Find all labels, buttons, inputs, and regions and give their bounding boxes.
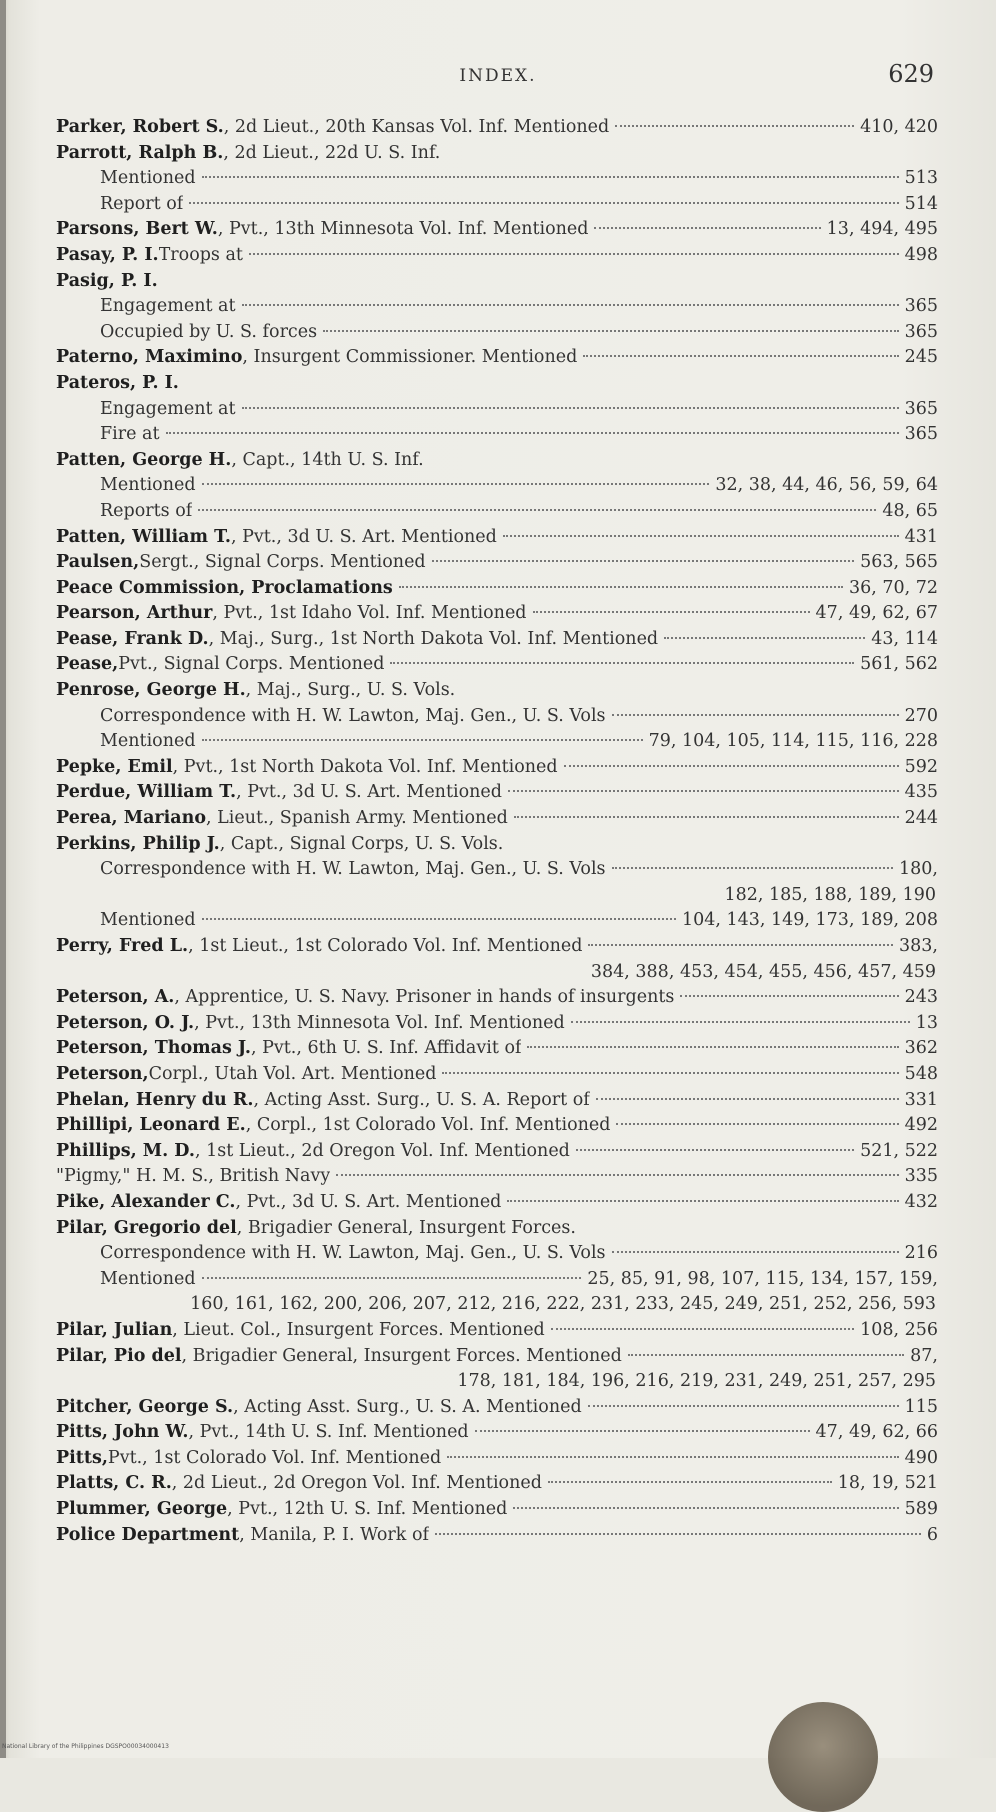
index-entry	[56, 576, 938, 602]
entry-line	[56, 652, 938, 678]
entry-name: Pitts, John W.	[56, 1422, 189, 1443]
entry-description: , Lieut., Spanish Army. Mentioned	[206, 808, 508, 829]
index-entry	[56, 678, 938, 704]
entry-line	[56, 780, 938, 806]
index-entry	[56, 499, 938, 525]
subentry-text: Correspondence with H. W. Lawton, Maj. Gen., U. S. Vols	[100, 859, 606, 880]
dot-leader	[513, 1507, 898, 1509]
entry-description: , Brigadier General, Insurgent Forces.	[236, 1217, 576, 1238]
continuation-line	[56, 1369, 938, 1395]
page-references: 490	[904, 1447, 938, 1468]
index-entry	[56, 166, 938, 192]
index-entry	[56, 1088, 938, 1114]
page-references: 492	[904, 1115, 938, 1136]
page-references: 47, 49, 62, 67	[815, 603, 938, 624]
subentry-text: Mentioned	[100, 475, 196, 496]
page-references: 25, 85, 91, 98, 107, 115, 134, 157, 159,	[587, 1268, 938, 1289]
entry-name: Pasay, P. I.	[56, 244, 159, 265]
index-entry	[56, 934, 938, 985]
dot-leader	[202, 918, 676, 920]
index-entry	[56, 908, 938, 934]
page-header	[0, 60, 996, 100]
running-head: INDEX.	[459, 66, 537, 86]
entry-line	[56, 550, 938, 576]
page-references: 362	[904, 1038, 938, 1059]
dot-leader	[548, 1481, 832, 1483]
subentry-line	[56, 729, 938, 755]
entry-line	[56, 1523, 938, 1549]
page-references: 561, 562	[860, 654, 938, 675]
entry-line	[56, 755, 938, 781]
dot-leader	[680, 995, 898, 997]
index-entry	[56, 1267, 938, 1318]
page-references: 36, 70, 72	[848, 577, 938, 598]
dot-leader	[202, 483, 710, 485]
dot-leader	[612, 867, 893, 869]
dot-leader	[533, 611, 810, 613]
index-entry	[56, 704, 938, 730]
index-entry	[56, 550, 938, 576]
entry-description: , Acting Asst. Surg., U. S. A. Mentioned	[233, 1396, 582, 1417]
entry-name: Pease, Frank D.	[56, 628, 209, 649]
entry-line	[56, 1139, 938, 1165]
entry-name: Peterson, Thomas J.	[56, 1038, 251, 1059]
page-references: 513	[904, 168, 938, 189]
dot-leader	[242, 304, 899, 306]
subentry-line	[56, 908, 938, 934]
entry-name: Pilar, Julian	[56, 1319, 173, 1340]
subentry-text: Occupied by U. S. forces	[100, 321, 318, 342]
index-entry	[56, 448, 938, 474]
entry-description: , Pvt., 3d U. S. Art. Mentioned	[235, 1191, 502, 1212]
entry-name: Pearson, Arthur	[56, 603, 213, 624]
subentry-line	[56, 1241, 938, 1267]
entry-name: Pasig, P. I.	[56, 270, 158, 291]
subentry-line	[56, 397, 938, 423]
entry-description: , 1st Lieut., 1st Colorado Vol. Inf. Mentioned	[188, 936, 583, 956]
entry-line	[56, 1395, 938, 1421]
dot-leader	[508, 790, 899, 792]
dot-leader	[202, 739, 643, 741]
subentry-line	[56, 192, 938, 218]
page-references: 335	[904, 1166, 938, 1187]
page-references: 589	[904, 1499, 938, 1520]
entry-line	[56, 115, 938, 141]
dot-leader	[189, 202, 898, 204]
index-entry	[56, 269, 938, 295]
entry-name: Perea, Mariano	[56, 808, 207, 829]
entry-line	[56, 1446, 938, 1472]
entry-name: Peterson,	[56, 1063, 149, 1084]
subentry-line	[56, 294, 938, 320]
entry-line	[56, 371, 938, 397]
index-entry	[56, 473, 938, 499]
dot-leader	[390, 662, 854, 664]
entry-description: , Capt., 14th U. S. Inf.	[231, 449, 424, 470]
entry-line	[56, 1164, 938, 1190]
page-references: 270	[904, 705, 938, 726]
page-references-continued: 384, 388, 453, 454, 455, 456, 457, 459	[590, 961, 936, 982]
page-references-continued: 178, 181, 184, 196, 216, 219, 231, 249, 251, 257, 295	[457, 1371, 936, 1392]
entry-description: , Insurgent Commissioner. Mentioned	[242, 347, 578, 368]
subentry-text: Fire at	[100, 424, 160, 445]
dot-leader	[336, 1174, 898, 1176]
entry-line	[56, 1318, 938, 1344]
subentry-line	[56, 422, 938, 448]
entry-line	[56, 1088, 938, 1114]
entry-line	[56, 985, 938, 1011]
entry-name: Penrose, George H.	[56, 680, 246, 701]
dot-leader	[475, 1430, 810, 1432]
entry-description: , Corpl., 1st Colorado Vol. Inf. Mentioned	[245, 1115, 611, 1136]
index-entry	[56, 1241, 938, 1267]
page-references: 521, 522	[860, 1140, 938, 1161]
entry-line	[56, 345, 938, 371]
entry-description: Pvt., 1st Colorado Vol. Inf. Mentioned	[107, 1447, 442, 1468]
dot-leader	[564, 765, 899, 767]
index-entry	[56, 320, 938, 346]
page-references: 79, 104, 105, 114, 115, 116, 228	[648, 731, 938, 752]
entry-line	[56, 1036, 938, 1062]
dot-leader	[612, 714, 899, 716]
entry-description: Sergt., Signal Corps. Mentioned	[139, 552, 426, 573]
entry-description: "Pigmy," H. M. S., British Navy	[56, 1166, 331, 1187]
entry-line	[56, 1190, 938, 1216]
page-references: 431	[904, 526, 938, 547]
continuation-line	[56, 883, 938, 909]
dot-leader	[588, 1405, 899, 1407]
continuation-line	[56, 1292, 938, 1318]
entry-name: Pitcher, George S.	[56, 1396, 234, 1417]
entry-name: Plummer, George	[56, 1499, 228, 1520]
dot-leader	[503, 535, 899, 537]
page-references: 410, 420	[860, 117, 938, 137]
subentry-text: Engagement at	[100, 398, 236, 419]
thumb-shadow	[768, 1702, 878, 1812]
page-number: 629	[888, 60, 934, 88]
dot-leader	[242, 407, 899, 409]
subentry-line	[56, 320, 938, 346]
entry-name: Parsons, Bert W.	[56, 219, 218, 240]
entry-description: , Brigadier General, Insurgent Forces. Mentioned	[181, 1345, 622, 1366]
page-references: 514	[904, 193, 938, 214]
subentry-text: Mentioned	[100, 731, 196, 752]
index-entry	[56, 115, 938, 141]
entry-description: , Pvt., 3d U. S. Art. Mentioned	[236, 782, 502, 803]
entry-description: , 2d Lieut., 20th Kansas Vol. Inf. Mentioned	[223, 117, 610, 137]
subentry-text: Report of	[100, 193, 184, 214]
index-entry	[56, 1190, 938, 1216]
page-references: 104, 143, 149, 173, 189, 208	[681, 910, 938, 931]
index-entry	[56, 1036, 938, 1062]
subentry-line	[56, 1267, 938, 1293]
index-entry	[56, 652, 938, 678]
entry-line	[56, 934, 938, 960]
entry-line	[56, 1344, 938, 1370]
page-references: 6	[926, 1524, 938, 1545]
page-references: 331	[904, 1089, 938, 1110]
page-references: 13	[915, 1012, 938, 1033]
entry-name: Pitts,	[56, 1447, 108, 1468]
entry-name: Paterno, Maximino	[56, 347, 243, 368]
index-entry	[56, 1164, 938, 1190]
entry-description: , Pvt., 12th U. S. Inf. Mentioned	[227, 1499, 508, 1520]
dot-leader	[202, 176, 899, 178]
subentry-line	[56, 499, 938, 525]
entry-description: , Lieut. Col., Insurgent Forces. Mentioned	[172, 1319, 545, 1340]
entry-line	[56, 1062, 938, 1088]
index-entry	[56, 806, 938, 832]
entry-line	[56, 678, 938, 704]
index-entry	[56, 397, 938, 423]
entry-name: Pilar, Gregorio del	[56, 1217, 237, 1238]
subentry-text: Correspondence with H. W. Lawton, Maj. Gen., U. S. Vols	[100, 705, 606, 726]
entry-description: Pvt., Signal Corps. Mentioned	[118, 654, 385, 675]
page-references: 216	[904, 1243, 938, 1264]
index-entry	[56, 371, 938, 397]
dot-leader	[166, 432, 899, 434]
subentry-text: Correspondence with H. W. Lawton, Maj. Gen., U. S. Vols	[100, 1243, 606, 1264]
entry-name: Pepke, Emil	[56, 756, 173, 777]
index-entry	[56, 755, 938, 781]
entry-line	[56, 141, 938, 167]
entry-line	[56, 217, 938, 243]
dot-leader	[588, 944, 893, 946]
entry-description: , Manila, P. I. Work of	[239, 1524, 429, 1545]
index-entry	[56, 1062, 938, 1088]
entry-line	[56, 832, 938, 858]
entry-line	[56, 576, 938, 602]
index-entry	[56, 985, 938, 1011]
dot-leader	[202, 1277, 582, 1279]
entry-name: Pike, Alexander C.	[56, 1191, 236, 1212]
dot-leader	[442, 1072, 898, 1074]
index-entry	[56, 780, 938, 806]
entry-name: Police Department	[56, 1524, 240, 1545]
entry-name: Phillipi, Leonard E.	[56, 1115, 246, 1136]
index-entry	[56, 1523, 938, 1549]
entry-description: , Acting Asst. Surg., U. S. A. Report of	[253, 1089, 590, 1110]
entry-name: Paulsen,	[56, 552, 140, 573]
page-references: 244	[904, 808, 938, 829]
index-entry	[56, 1497, 938, 1523]
entry-description: , 1st Lieut., 2d Oregon Vol. Inf. Mentioned	[194, 1140, 570, 1161]
book-spine-shadow	[0, 0, 6, 1758]
index-entry	[56, 192, 938, 218]
entry-description: , Pvt., 1st North Dakota Vol. Inf. Mentioned	[172, 756, 558, 777]
index-entry	[56, 1113, 938, 1139]
index-entry	[56, 832, 938, 858]
entry-description: , Apprentice, U. S. Navy. Prisoner in hands of insurgents	[174, 987, 675, 1008]
dot-leader	[323, 330, 899, 332]
index-entry	[56, 217, 938, 243]
entry-name: Phillips, M. D.	[56, 1140, 195, 1161]
page-references: 383,	[899, 936, 938, 956]
page-references: 435	[904, 782, 938, 803]
subentry-line	[56, 704, 938, 730]
entry-description: , Pvt., 1st Idaho Vol. Inf. Mentioned	[212, 603, 527, 624]
entry-description: Troops at	[158, 244, 243, 265]
entry-description: , Pvt., 14th U. S. Inf. Mentioned	[188, 1422, 469, 1443]
page-references: 498	[904, 244, 938, 265]
entry-description: , Pvt., 13th Minnesota Vol. Inf. Mentioned	[217, 219, 589, 240]
entry-description: , Capt., Signal Corps, U. S. Vols.	[219, 833, 504, 854]
page-references: 115	[904, 1396, 938, 1417]
dot-leader	[628, 1354, 904, 1356]
entry-name: Phelan, Henry du R.	[56, 1089, 254, 1110]
index-entry	[56, 1011, 938, 1037]
entry-name: Platts, C. R.	[56, 1473, 172, 1494]
entry-name: Peterson, A.	[56, 987, 175, 1008]
index-entry	[56, 857, 938, 908]
index-entry	[56, 729, 938, 755]
index-entry	[56, 1471, 938, 1497]
index-entry	[56, 1344, 938, 1395]
page-references-continued: 160, 161, 162, 200, 206, 207, 212, 216, 222, 231, 233, 245, 249, 251, 252, 256, 593	[190, 1294, 936, 1315]
entry-line	[56, 243, 938, 269]
entry-line	[56, 601, 938, 627]
index-entry	[56, 1395, 938, 1421]
entry-description: , Maj., Surg., U. S. Vols.	[245, 680, 456, 701]
page-references: 563, 565	[860, 552, 938, 573]
dot-leader	[198, 509, 876, 511]
entry-description: , Pvt., 13th Minnesota Vol. Inf. Mentioned	[194, 1012, 565, 1033]
page-references: 87,	[910, 1345, 938, 1366]
entry-name: Patten, George H.	[56, 449, 232, 470]
dot-leader	[432, 560, 854, 562]
page-references: 365	[904, 424, 938, 445]
entry-line	[56, 1420, 938, 1446]
dot-leader	[583, 355, 898, 357]
entry-name: Pilar, Pio del	[56, 1345, 182, 1366]
dot-leader	[594, 227, 820, 229]
index-entry	[56, 1318, 938, 1344]
page-references: 365	[904, 296, 938, 317]
index-entry	[56, 525, 938, 551]
entry-description: , 2d Lieut., 2d Oregon Vol. Inf. Mentioned	[171, 1473, 542, 1494]
dot-leader	[399, 586, 843, 588]
page-references: 13, 494, 495	[826, 219, 938, 240]
page-references-continued: 182, 185, 188, 189, 190	[724, 884, 936, 905]
page-references: 180,	[899, 859, 938, 880]
entry-name: Parker, Robert S.	[56, 117, 224, 137]
page-references: 243	[904, 987, 938, 1008]
page-references: 43, 114	[871, 628, 938, 649]
dot-leader	[615, 125, 854, 127]
entry-description: , Pvt., 3d U. S. Art. Mentioned	[230, 526, 497, 547]
index-entry	[56, 422, 938, 448]
dot-leader	[527, 1046, 898, 1048]
page-references: 18, 19, 521	[837, 1473, 938, 1494]
index-entry	[56, 141, 938, 167]
subentry-text: Reports of	[100, 500, 193, 521]
entry-name: Patten, William T.	[56, 526, 231, 547]
subentry-text: Mentioned	[100, 168, 196, 189]
dot-leader	[576, 1149, 854, 1151]
entry-description: , Pvt., 6th U. S. Inf. Affidavit of	[250, 1038, 522, 1059]
entry-line	[56, 1216, 938, 1242]
index-entry	[56, 1420, 938, 1446]
index-entry	[56, 627, 938, 653]
entry-name: Perry, Fred L.	[56, 936, 189, 956]
subentry-line	[56, 473, 938, 499]
dot-leader	[664, 637, 865, 639]
index-entry	[56, 1446, 938, 1472]
dot-leader	[447, 1456, 898, 1458]
entry-description: Corpl., Utah Vol. Art. Mentioned	[148, 1063, 437, 1084]
continuation-line	[56, 960, 938, 986]
dot-leader	[612, 1251, 899, 1253]
page-references: 548	[904, 1063, 938, 1084]
index-entry	[56, 601, 938, 627]
dot-leader	[507, 1200, 898, 1202]
entry-line	[56, 1113, 938, 1139]
subentry-line	[56, 857, 938, 883]
dot-leader	[435, 1533, 921, 1535]
dot-leader	[551, 1328, 854, 1330]
index-entry	[56, 243, 938, 269]
page-references: 32, 38, 44, 46, 56, 59, 64	[715, 475, 938, 496]
page-references: 592	[904, 756, 938, 777]
entry-name: Peace Commission, Proclamations	[56, 577, 393, 598]
dot-leader	[596, 1098, 899, 1100]
entry-name: Peterson, O. J.	[56, 1012, 195, 1033]
entry-name: Perdue, William T.	[56, 782, 237, 803]
page-references: 365	[904, 398, 938, 419]
entry-line	[56, 627, 938, 653]
index-entry	[56, 1216, 938, 1242]
entry-line	[56, 1471, 938, 1497]
entry-line	[56, 806, 938, 832]
subentry-text: Mentioned	[100, 910, 196, 931]
entry-description: , 2d Lieut., 22d U. S. Inf.	[223, 142, 441, 163]
dot-leader	[571, 1021, 910, 1023]
index-list	[56, 115, 938, 1548]
page-references: 365	[904, 321, 938, 342]
entry-name: Pateros, P. I.	[56, 372, 179, 393]
entry-name: Perkins, Philip J.	[56, 833, 220, 854]
index-entry	[56, 345, 938, 371]
page-references: 47, 49, 62, 66	[815, 1422, 938, 1443]
entry-name: Pease,	[56, 654, 119, 675]
page-references: 108, 256	[860, 1319, 938, 1340]
entry-line	[56, 448, 938, 474]
entry-line	[56, 525, 938, 551]
index-entry	[56, 1139, 938, 1165]
subentry-line	[56, 166, 938, 192]
page-references: 432	[904, 1191, 938, 1212]
dot-leader	[249, 253, 899, 255]
page-references: 245	[904, 347, 938, 368]
entry-line	[56, 1011, 938, 1037]
index-entry	[56, 294, 938, 320]
subentry-text: Engagement at	[100, 296, 236, 317]
entry-line	[56, 269, 938, 295]
entry-line	[56, 1497, 938, 1523]
entry-description: , Maj., Surg., 1st North Dakota Vol. Inf. Mentioned	[208, 628, 659, 649]
page-references: 48, 65	[882, 500, 938, 521]
dot-leader	[616, 1123, 898, 1125]
scan-credit: National Library of the Philippines DGSPO00034000413	[2, 1743, 169, 1750]
dot-leader	[514, 816, 899, 818]
subentry-text: Mentioned	[100, 1268, 196, 1289]
entry-name: Parrott, Ralph B.	[56, 142, 224, 163]
